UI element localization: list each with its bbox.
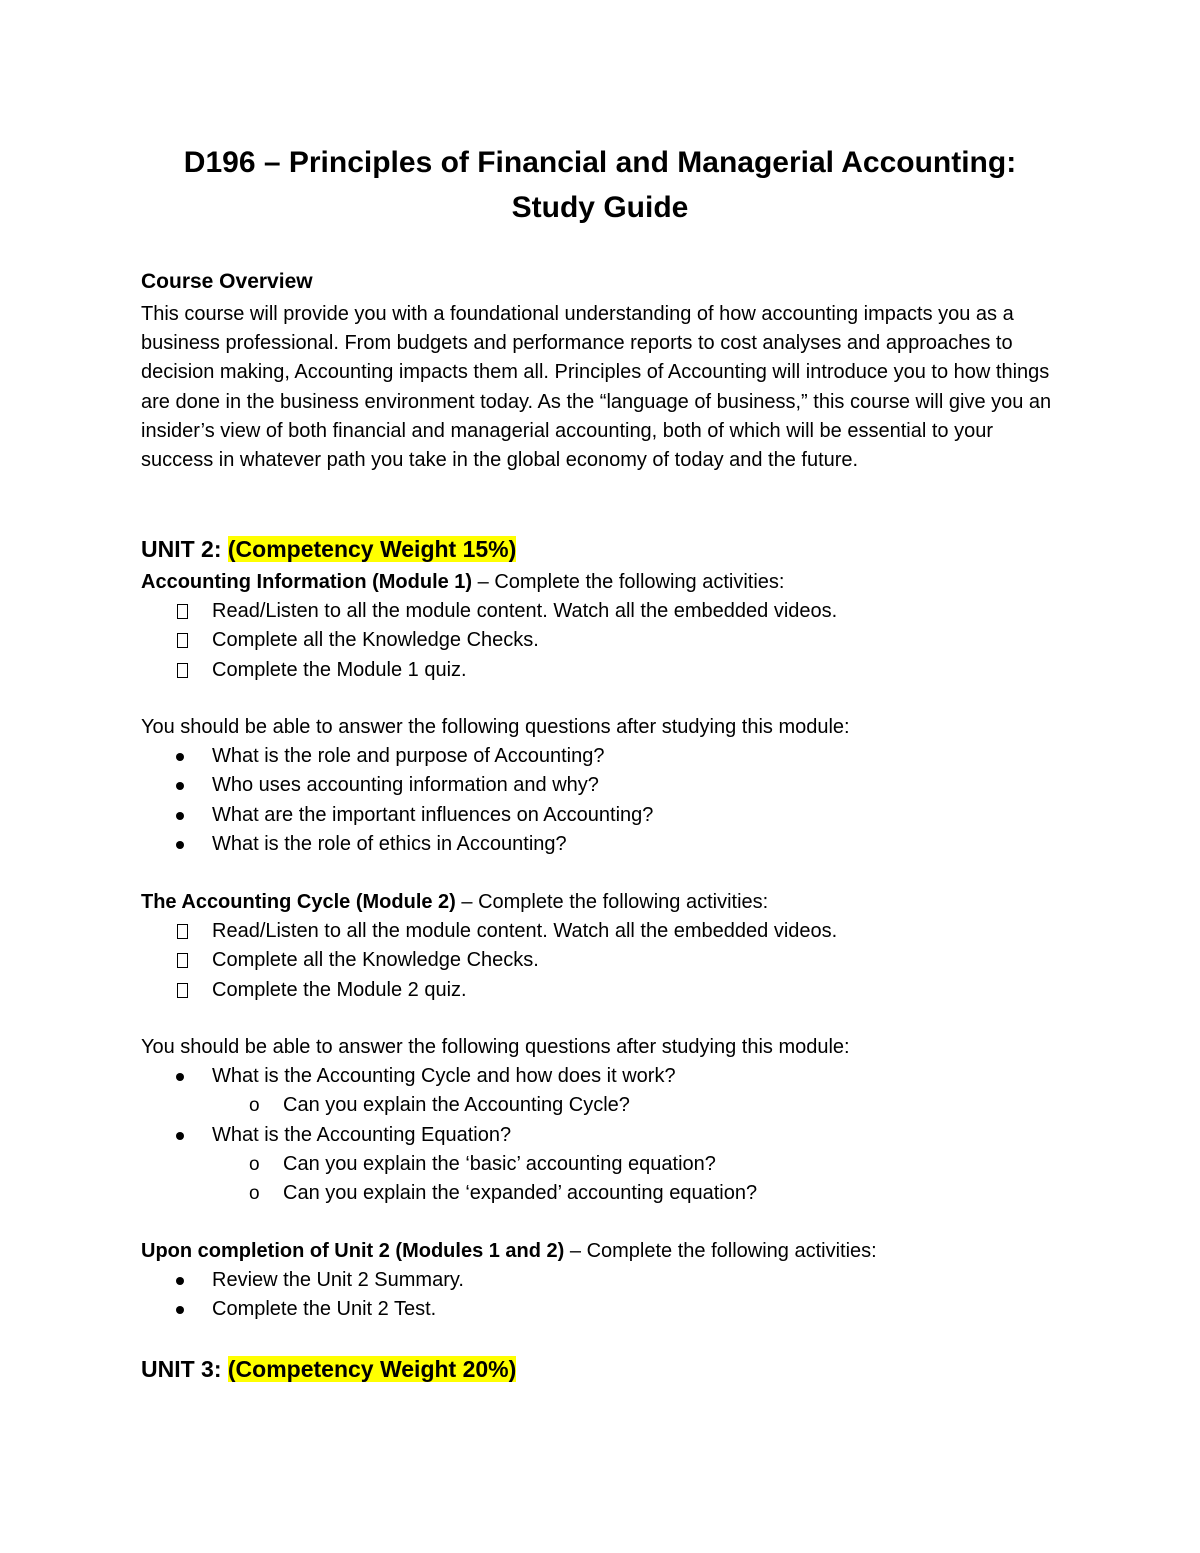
list-item: Review the Unit 2 Summary. — [141, 1266, 1061, 1295]
checkbox-icon — [177, 953, 188, 968]
bullet-icon — [176, 1073, 184, 1081]
course-overview-text: This course will provide you with a foundational understanding of how accounting impacts you as a business professional. From budgets and performance reports to cost analyses and approaches to decision making, Accounting impacts them all. Principles of Accounting will introduce you to how things are done in the business environment today. As the “language of business,” this course will give you an insider’s view of both financial and managerial accounting, both of which will be essential to your success in whatever path you take in the global economy of today and the future. — [141, 303, 1052, 472]
document-title — [0, 140, 1200, 230]
module-2-intro: – Complete the following activities: — [455, 891, 769, 913]
list-item: What is the Accounting Equation? — [141, 1121, 1061, 1150]
unit-3-heading — [141, 1356, 1061, 1383]
bullet-icon — [176, 782, 184, 790]
checkbox-icon — [177, 633, 188, 648]
module-2-heading — [141, 888, 1061, 917]
module-2-title: The Accounting Cycle (Module 2) — [141, 891, 456, 913]
unit-2-label: UNIT 2: — [141, 536, 222, 562]
list-item: Read/Listen to all the module content. Watch all the embedded videos. — [141, 597, 1061, 626]
list-item: Read/Listen to all the module content. Watch all the embedded videos. — [141, 917, 1061, 946]
unit-2-weight: (Competency Weight 15%) — [227, 536, 517, 562]
sub-list-item: o Can you explain the ‘expanded’ accounting equation? — [141, 1179, 1061, 1208]
list-item: Complete the Module 2 quiz. — [141, 976, 1061, 1005]
checkbox-icon — [177, 924, 188, 939]
bullet-icon — [176, 1306, 184, 1314]
unit-2-completion-title: Upon completion of Unit 2 (Modules 1 and 2) — [141, 1240, 565, 1262]
module-2-activities — [141, 917, 1061, 1005]
list-item: Complete the Unit 2 Test. — [141, 1295, 1061, 1324]
bullet-icon — [176, 841, 184, 849]
bullet-icon — [176, 753, 184, 761]
module-1-questions — [141, 742, 1061, 859]
module-2-questions — [141, 1062, 1061, 1208]
unit-2-heading — [141, 536, 1061, 563]
sub-list-item: o Can you explain the Accounting Cycle? — [141, 1091, 1061, 1120]
bullet-icon — [176, 1277, 184, 1285]
unit-2-completion-heading — [141, 1237, 1061, 1266]
course-overview-heading: Course Overview — [141, 270, 313, 293]
checkbox-icon — [177, 663, 188, 678]
checkbox-icon — [177, 604, 188, 619]
checkbox-icon — [177, 983, 188, 998]
list-item: What are the important influences on Accounting? — [141, 801, 1061, 830]
module-1-questions-intro: You should be able to answer the following questions after studying this module: — [141, 716, 850, 738]
unit-2-completion-items — [141, 1266, 1061, 1325]
module-2-questions-intro: You should be able to answer the following questions after studying this module: — [141, 1036, 850, 1058]
unit-3-label: UNIT 3: — [141, 1356, 222, 1382]
list-item: What is the role and purpose of Accounting? — [141, 742, 1061, 771]
title-line-1: D196 – Principles of Financial and Managerial Accounting: — [183, 146, 1017, 179]
circle-bullet-icon: o — [249, 1153, 260, 1175]
module-1-title: Accounting Information (Module 1) — [141, 571, 473, 593]
unit-3-weight: (Competency Weight 20%) — [227, 1356, 517, 1382]
module-1-heading — [141, 568, 1061, 597]
module-1-activities — [141, 597, 1061, 685]
circle-bullet-icon: o — [249, 1095, 260, 1117]
module-1-intro: – Complete the following activities: — [472, 571, 785, 593]
list-item: What is the role of ethics in Accounting? — [141, 830, 1061, 859]
unit-2-completion-intro: – Complete the following activities: — [564, 1240, 877, 1262]
list-item: What is the Accounting Cycle and how does it work? — [141, 1062, 1061, 1091]
list-item: Complete all the Knowledge Checks. — [141, 946, 1061, 975]
list-item: Complete all the Knowledge Checks. — [141, 626, 1061, 655]
bullet-icon — [176, 1132, 184, 1140]
title-line-2: Study Guide — [511, 191, 689, 224]
list-item: Who uses accounting information and why? — [141, 771, 1061, 800]
sub-list-item: o Can you explain the ‘basic’ accounting equation? — [141, 1150, 1061, 1179]
list-item: Complete the Module 1 quiz. — [141, 656, 1061, 685]
circle-bullet-icon: o — [249, 1183, 260, 1205]
bullet-icon — [176, 812, 184, 820]
